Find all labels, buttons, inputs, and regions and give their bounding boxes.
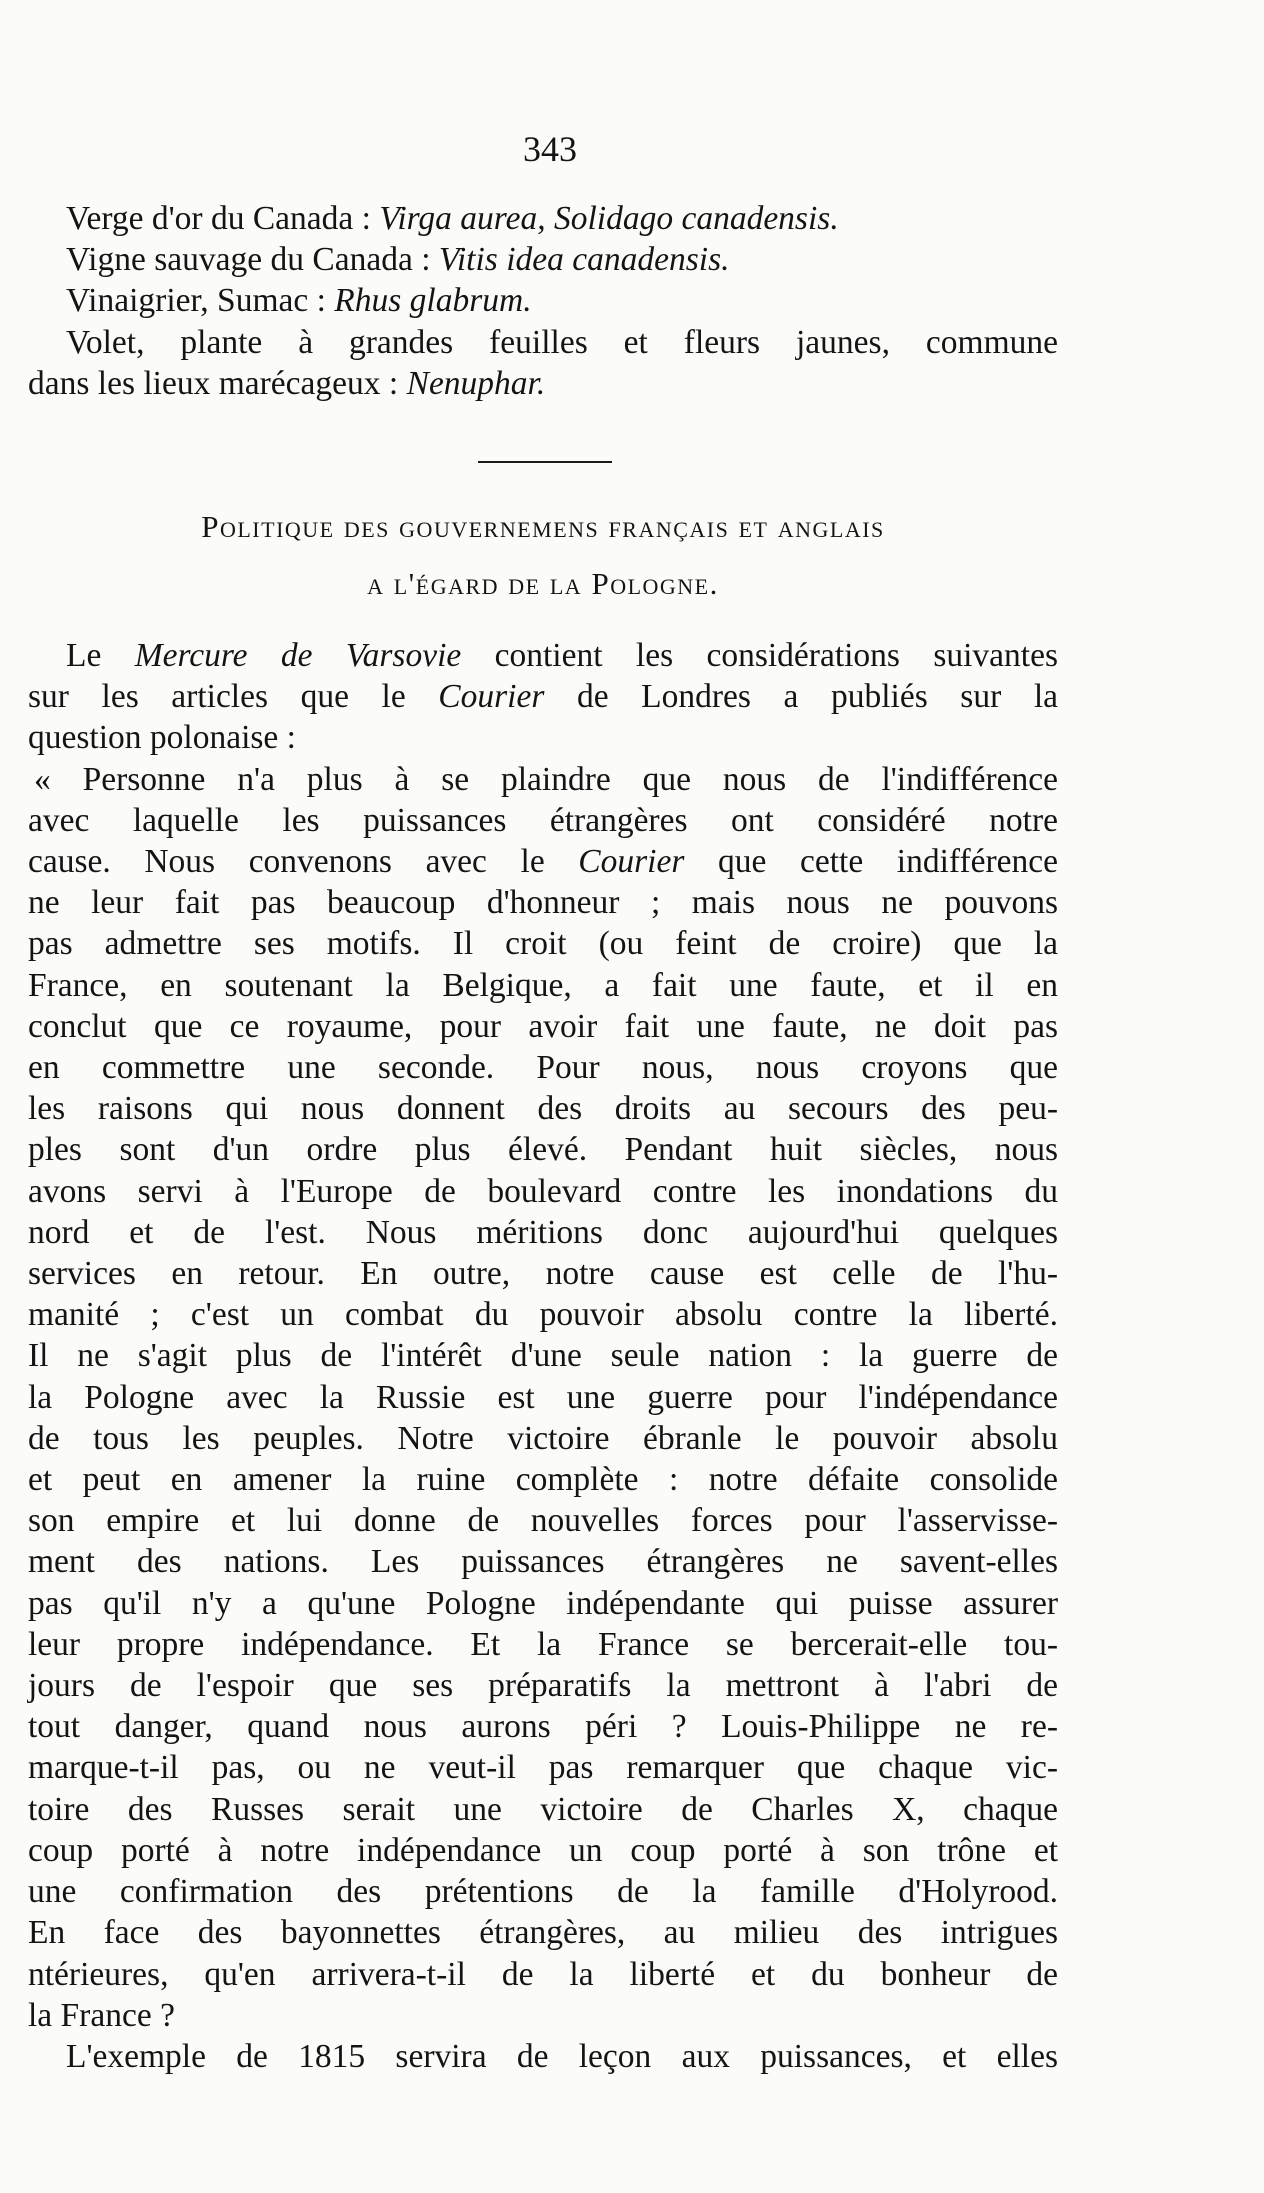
intro-line-2 [28,676,1058,717]
article-title-line-2: a l'égard de la Pologne. [367,566,719,601]
section-divider [478,461,612,463]
glossary-entry-1 [28,198,1058,239]
glossary-entry-2 [28,239,1058,280]
glossary-latin-name: Virga aurea, Solidago canadensis. [379,200,839,237]
glossary-term: Vinaigrier, Sumac : [66,282,335,320]
quote-last-line: la France ? [28,1996,175,2034]
glossary-entry-4-continued [28,363,1058,404]
quote-line: France, en soutenant la Belgique, a fait une faute, et il en [28,966,1058,1004]
quote-line: manité ; c'est un combat du pouvoir absolu contre la liberté. [28,1296,1058,1334]
quote-line: pas qu'il n'y a qu'une Pologne indépendante qui puisse assurer [28,1584,1058,1622]
quote-line: « Personne n'a plus à se plaindre que nous de l'indifférence [34,760,1058,798]
quote-line: ntérieures, qu'en arrivera-t-il de la liberté et du bonheur de [28,1955,1058,1993]
quote-line: ment des nations. Les puissances étrangères ne savent-elles [28,1543,1058,1581]
text-run: que cette indifférence [684,843,1058,881]
quote-line: jours de l'espoir que ses préparatifs la mettront à l'abri de [28,1667,1058,1705]
newspaper-title: Courier [438,678,545,716]
text-run: contient les considérations suivantes [461,637,1059,674]
quote-line: pas admettre ses motifs. Il croit (ou feint de croire) que la [28,925,1058,963]
quote-line: Il ne s'agit plus de l'intérêt d'une seule nation : la guerre de [28,1337,1058,1375]
quote-line: avons servi à l'Europe de boulevard contre les inondations du [28,1172,1058,1210]
quote-line: une confirmation des prétentions de la famille d'Holyrood. [28,1873,1058,1911]
quote-line: son empire et lui donne de nouvelles forces pour l'asservisse- [28,1502,1058,1540]
quote-line: ples sont d'un ordre plus élevé. Pendant huit siècles, nous [28,1131,1058,1169]
page-number: 343 [523,129,577,169]
final-line: L'exemple de 1815 servira de leçon aux puissances, et elles [66,2037,1058,2075]
quote-line: services en retour. En outre, notre cause est celle de l'hu- [28,1255,1058,1293]
newspaper-title: Mercure de Varsovie [134,637,462,674]
glossary-section [28,198,1058,404]
quote-line: En face des bayonnettes étrangères, au milieu des intrigues [28,1914,1058,1952]
quote-line: conclut que ce royaume, pour avoir fait une faute, ne doit pas [28,1007,1058,1045]
quote-line: nord et de l'est. Nous méritions donc aujourd'hui quelques [28,1213,1058,1251]
newspaper-title: Courier [578,843,685,881]
quote-line: et peut en amener la ruine complète : notre défaite consolide [28,1461,1058,1499]
quote-line: de tous les peuples. Notre victoire ébranle le pouvoir absolu [28,1419,1058,1457]
quote-line: tout danger, quand nous aurons péri ? Louis-Philippe ne re- [28,1708,1058,1746]
glossary-latin-name: Rhus glabrum. [334,282,532,320]
glossary-term: dans les lieux marécageux : [28,364,407,402]
quote-line: toire des Russes serait une victoire de Charles X, chaque [28,1790,1058,1828]
glossary-latin-name: Vitis idea canadensis. [438,241,730,279]
intro-line-3: question polonaise : [28,719,296,757]
quote-line: ne leur fait pas beaucoup d'honneur ; mais nous ne pouvons [28,884,1058,922]
glossary-term: Vigne sauvage du Canada : [66,241,439,279]
quote-lines [28,882,1058,1994]
glossary-term: Verge d'or du Canada : [66,200,380,237]
text-run: sur les articles que le [28,678,439,716]
text-run: cause. Nous convenons avec le [28,843,579,881]
glossary-term: Volet, plante à grandes feuilles et fleurs jaunes, commune [66,323,1058,361]
article-body [28,635,1058,2077]
text-run: de Londres a publiés sur la [544,678,1058,716]
article-title-line-1: Politique des gouvernemens français et anglais [201,509,885,544]
quote-line: en commettre une seconde. Pour nous, nous croyons que [28,1049,1058,1087]
quote-line: leur propre indépendance. Et la France se bercerait-elle tou- [28,1625,1058,1663]
glossary-entry-4 [28,322,1058,363]
quote-line: coup porté à notre indépendance un coup porté à son trône et [28,1831,1058,1869]
glossary-latin-name: Nenuphar. [406,364,546,402]
text-run: Le [66,637,135,674]
glossary-entry-3 [28,280,1058,321]
quote-line [28,841,1058,882]
quote-line: les raisons qui nous donnent des droits au secours des peu- [28,1090,1058,1128]
quote-line: marque-t-il pas, ou ne veut-il pas remarquer que chaque vic- [28,1749,1058,1787]
quote-line: avec laquelle les puissances étrangères ont considéré notre [28,801,1058,839]
intro-line-1 [28,635,1058,676]
quote-line: la Pologne avec la Russie est une guerre pour l'indépendance [28,1378,1058,1416]
